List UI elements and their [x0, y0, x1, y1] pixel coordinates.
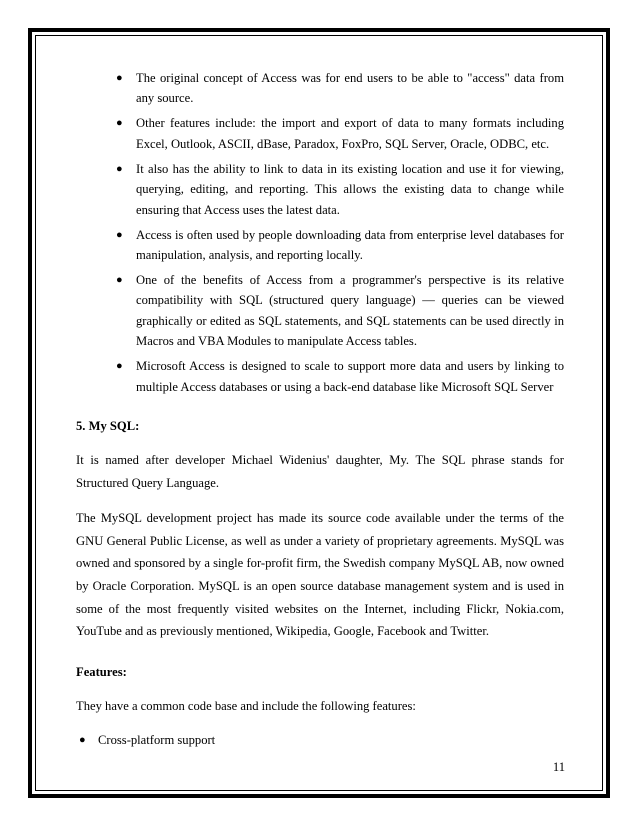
- list-item: ● One of the benefits of Access from a programmer's perspective is its relative compatibility with SQL (structured query language) — queries can be viewed graphically or edited as SQL statements, and SQL statements can be used directly in Macros and VBA Modules to manipulate Access tables.: [76, 270, 564, 352]
- bullet-icon: ●: [116, 117, 123, 130]
- mysql-history-paragraph: The MySQL development project has made its source code available under the terms of the GNU General Public License, as well as under a variety of proprietary agreements. MySQL was owned and sponsored by a single for-profit firm, the Swedish company MySQL AB, now owned by Oracle Corporation. MySQL is an open source database management system and is used in some of the most frequently visited websites on the Internet, including Flickr, Nokia.com, YouTube and as previously mentioned, Wikipedia, Google, Facebook and Twitter.: [76, 511, 564, 639]
- bullet-icon: ●: [116, 360, 123, 373]
- section-heading: 5. My SQL:: [76, 419, 140, 434]
- list-item: ● Microsoft Access is designed to scale to support more data and users by linking to multiple Access databases or using a back-end database like Microsoft SQL Server: [76, 356, 564, 397]
- features-intro: They have a common code base and include the following features:: [76, 698, 416, 713]
- list-item: ● Other features include: the import and export of data to many formats including Excel, Outlook, ASCII, dBase, Paradox, FoxPro, SQL Server, Oracle, ODBC, etc.: [76, 113, 564, 154]
- features-heading: Features:: [76, 664, 127, 679]
- bullet-icon: ●: [116, 228, 123, 241]
- page-number: 11: [552, 760, 565, 774]
- mysql-intro-paragraph: It is named after developer Michael Widenius' daughter, My. The SQL phrase stands for Structured Query Language.: [76, 453, 564, 490]
- bullet-icon: ●: [116, 274, 123, 287]
- list-item: ● It also has the ability to link to data in its existing location and use it for viewing, querying, editing, and reporting. This allows the existing data to change while ensuring that Access uses the latest data.: [76, 159, 564, 220]
- bullet-icon: ●: [116, 72, 123, 84]
- access-feature-list: [76, 68, 564, 397]
- list-item: ● The original concept of Access was for end users to be able to "access" data from any source.: [76, 68, 564, 109]
- bullet-icon: ●: [116, 162, 123, 175]
- list-item: ● Cross-platform support: [76, 730, 564, 750]
- features-list: [76, 730, 564, 750]
- bullet-icon: ●: [79, 734, 86, 747]
- page-content: [76, 68, 564, 750]
- list-item: ● Access is often used by people downloading data from enterprise level databases for manipulation, analysis, and reporting locally.: [76, 225, 564, 266]
